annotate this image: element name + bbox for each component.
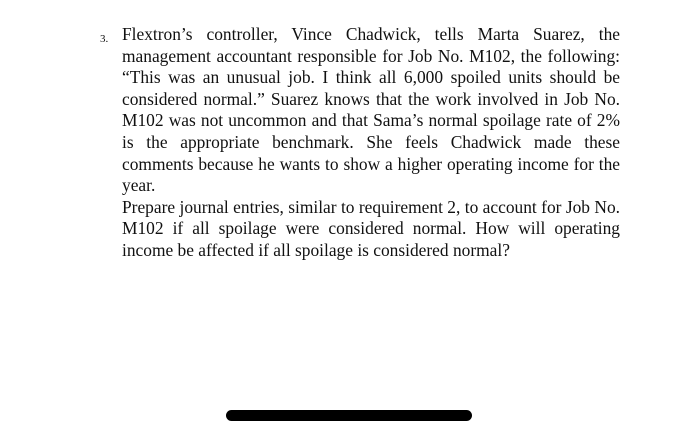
question-paragraph-2: Prepare journal entries, similar to requirement 2, to account for Job No. M102 if all spoilage were considered normal. How will operating income be affected if all spoilage is considered normal? [122, 196, 620, 260]
question-block [100, 24, 620, 262]
question-paragraph-1: Flextron’s controller, Vince Chadwick, tells Marta Suarez, the management accountant responsible for Job No. M102, the following: “This was an unusual job. I think all 6,000 spoiled units should be considered normal.” Suarez knows that the work involved in Job No. M102 was not uncommon and that Sama’s normal spoilage rate of 2% is the appropriate benchmark. She feels Chadwick made these comments because he wants to show a higher operating income for the year. [122, 24, 620, 196]
question-number: 3. [100, 33, 109, 45]
home-indicator-bar[interactable] [226, 410, 472, 421]
